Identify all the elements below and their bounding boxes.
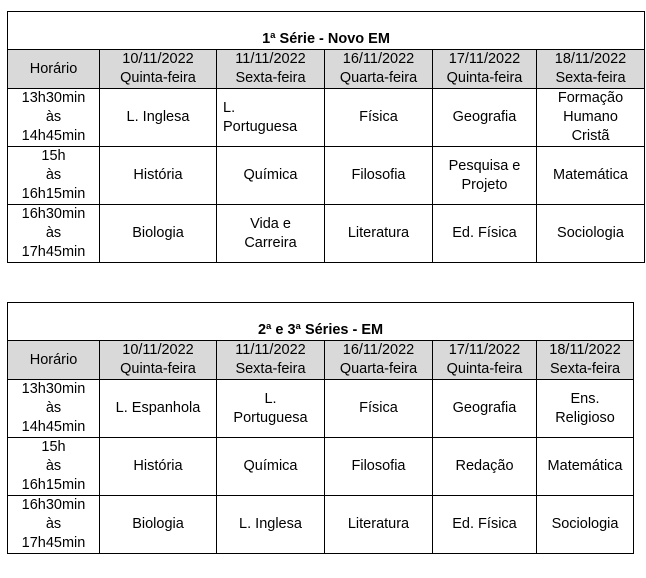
schedule-table-1ª-serie: [7, 11, 645, 263]
day-weekday: Sexta-feira: [235, 361, 306, 377]
day-date: 17/11/2022: [448, 342, 521, 358]
subject-cell: Literatura: [325, 496, 433, 554]
time-slot: 15h às 16h15min: [8, 438, 100, 496]
subject-cell: Sociologia: [537, 205, 645, 263]
day-weekday: Quinta-feira: [120, 70, 196, 86]
subject-cell: Física: [325, 380, 433, 438]
table-title: 2ª e 3ª Séries - EM: [8, 303, 634, 341]
subject-cell: Redação: [433, 438, 537, 496]
day-header: [537, 341, 634, 380]
day-date: 17/11/2022: [448, 51, 521, 67]
day-header: [537, 50, 645, 89]
subject-cell: Filosofia: [325, 147, 433, 205]
day-weekday: Quarta-feira: [339, 361, 418, 377]
subject-cell: História: [100, 438, 217, 496]
subject-cell: Química: [217, 438, 325, 496]
time-slot: 16h30min às 17h45min: [8, 496, 100, 554]
subject-cell: Ed. Física: [433, 205, 537, 263]
table-row: [8, 380, 634, 438]
subject-cell: Literatura: [325, 205, 433, 263]
subject-cell: Biologia: [100, 205, 217, 263]
time-slot: 16h30min às 17h45min: [8, 205, 100, 263]
time-slot: 13h30min às 14h45min: [8, 89, 100, 147]
table-row: [8, 438, 634, 496]
day-date: 18/11/2022: [554, 51, 627, 67]
day-weekday: Quinta-feira: [120, 361, 196, 377]
subject-cell: L. Espanhola: [100, 380, 217, 438]
subject-cell: Pesquisa e Projeto: [433, 147, 537, 205]
day-weekday: Sexta-feira: [235, 70, 306, 86]
day-weekday: Sexta-feira: [549, 361, 621, 377]
day-weekday: Sexta-feira: [555, 70, 626, 86]
table-row: [8, 496, 634, 554]
subject-cell: Geografia: [433, 89, 537, 147]
subject-cell: Formação Humano Cristã: [537, 89, 645, 147]
day-weekday: Quinta-feira: [446, 70, 523, 86]
subject-cell: L. Inglesa: [100, 89, 217, 147]
day-date: 18/11/2022: [549, 342, 621, 358]
day-date: 16/11/2022: [342, 51, 415, 67]
day-weekday: Quarta-feira: [339, 70, 418, 86]
table-row: [8, 147, 645, 205]
subject-cell: Filosofia: [325, 438, 433, 496]
day-header: [100, 50, 217, 89]
day-header: [217, 50, 325, 89]
table-row: [8, 89, 645, 147]
schedule-table-2ª-3ª-series: [7, 302, 634, 554]
day-header: [100, 341, 217, 380]
subject-cell: L. Portuguesa: [217, 89, 325, 147]
time-column-header: Horário: [8, 341, 100, 380]
day-date: 11/11/2022: [235, 342, 306, 358]
subject-cell: Geografia: [433, 380, 537, 438]
day-header: [433, 341, 537, 380]
day-header: [433, 50, 537, 89]
subject-cell: História: [100, 147, 217, 205]
day-weekday: Quinta-feira: [446, 361, 523, 377]
subject-cell: Vida e Carreira: [217, 205, 325, 263]
subject-cell: L. Inglesa: [217, 496, 325, 554]
day-header: [325, 50, 433, 89]
day-date: 16/11/2022: [342, 342, 415, 358]
table-row: [8, 205, 645, 263]
day-date: 11/11/2022: [235, 51, 306, 67]
day-date: 10/11/2022: [122, 342, 194, 358]
time-slot: 13h30min às 14h45min: [8, 380, 100, 438]
day-header: [325, 341, 433, 380]
subject-cell: L. Portuguesa: [217, 380, 325, 438]
subject-cell: Física: [325, 89, 433, 147]
table-title: 1ª Série - Novo EM: [8, 12, 645, 50]
subject-cell: Matemática: [537, 147, 645, 205]
time-column-header: Horário: [8, 50, 100, 89]
day-date: 10/11/2022: [122, 51, 194, 67]
day-header: [217, 341, 325, 380]
subject-cell: Matemática: [537, 438, 634, 496]
subject-cell: Química: [217, 147, 325, 205]
subject-cell: Ed. Física: [433, 496, 537, 554]
subject-cell: Biologia: [100, 496, 217, 554]
time-slot: 15h às 16h15min: [8, 147, 100, 205]
subject-cell: Sociologia: [537, 496, 634, 554]
subject-cell: Ens. Religioso: [537, 380, 634, 438]
